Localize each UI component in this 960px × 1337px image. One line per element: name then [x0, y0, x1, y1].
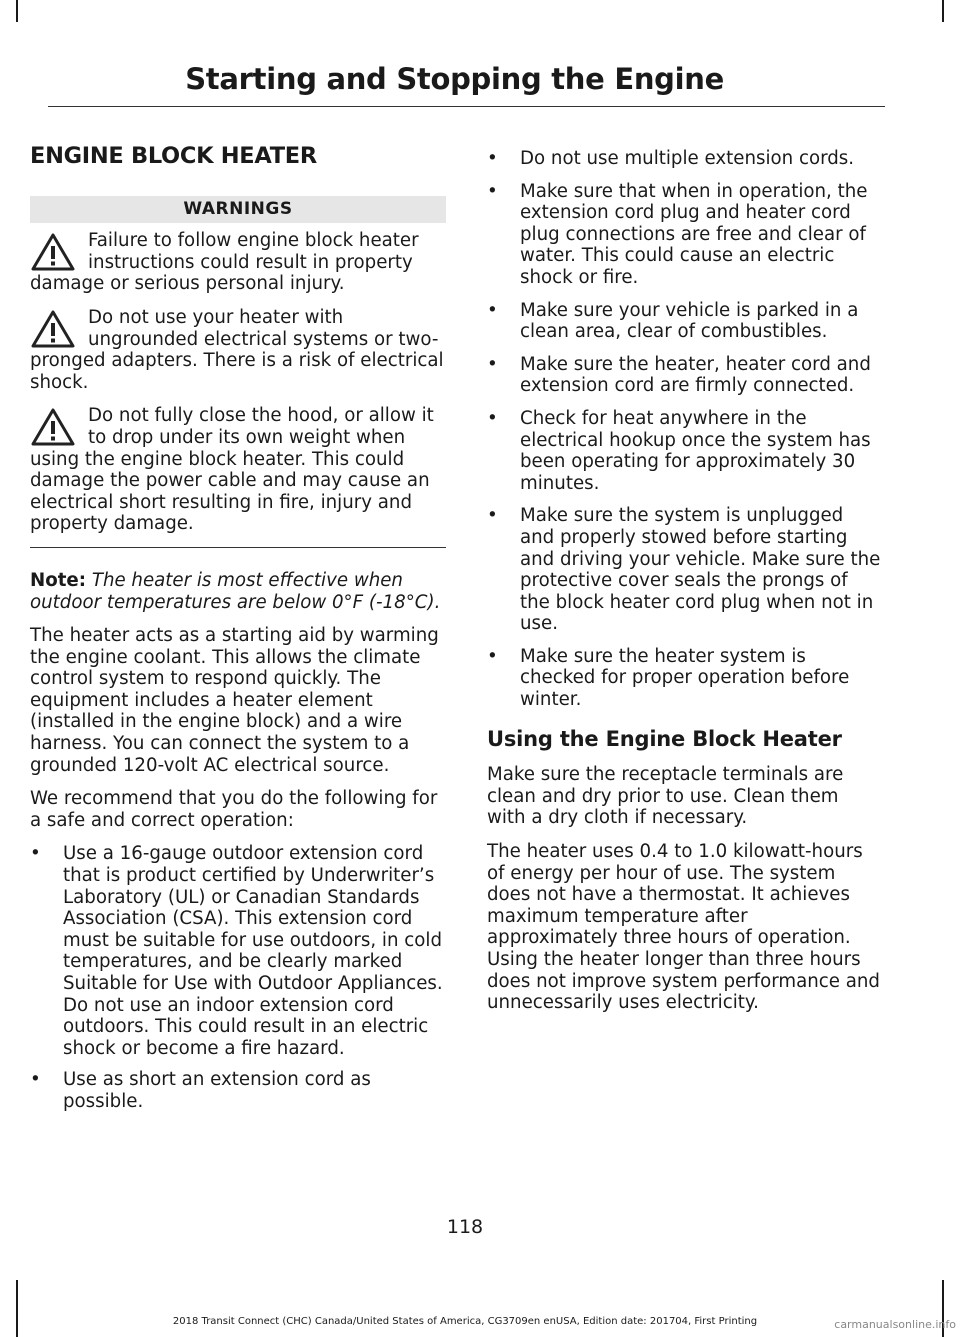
body-paragraph: The heater uses 0.4 to 1.0 kilowatt-hours of energy per hour of use. The system does not have a thermostat. It achieves maximum temperature after approximately three hours of operation. Using the heater longer than three hours does not improve system performance and unnecessarily uses electricity. — [487, 841, 880, 1014]
subsection-heading: Using the Engine Block Heater — [487, 726, 842, 751]
body-paragraph: The heater acts as a starting aid by warming the engine coolant. This allows the climate control system to respond quickly. The equipment includes a heater element (installed in the engine block) and a wire harness. You can connect the system to a grounded 120-volt AC electrical source. — [30, 625, 439, 776]
warning-triangle-icon — [30, 407, 76, 447]
body-paragraph: Make sure the receptacle terminals are clean and dry prior to use. Clean them with a dry cloth if necessary. — [487, 764, 844, 829]
body-paragraph: We recommend that you do the following for a safe and correct operation: — [30, 788, 438, 831]
warning-item — [30, 307, 446, 393]
page-header-title: Starting and Stopping the Engine — [185, 62, 724, 96]
note-text: The heater is most effective when outdoor temperatures are below 0°F (-18°C). — [30, 569, 441, 613]
list-item: • Do not use multiple extension cords. — [487, 148, 882, 170]
list-item: • Make sure the heater, heater cord and extension cord are firmly connected. — [487, 354, 882, 397]
list-item: • Make sure the heater system is checked for proper operation before winter. — [487, 646, 882, 711]
page-number: 118 — [446, 1216, 484, 1238]
warnings-heading: WARNINGS — [30, 196, 446, 224]
watermark: carmanualsonline.info — [834, 1318, 956, 1331]
list-item: • Check for heat anywhere in the electrical hookup once the system has been operating for approximately 30 minutes. — [487, 408, 882, 494]
warning-text: Failure to follow engine block heater instructions could result in property damage or serious personal injury. — [30, 230, 419, 295]
note-label: Note: — [30, 569, 87, 591]
right-column — [487, 130, 882, 1026]
footer-edition-text: 2018 Transit Connect (CHC) Canada/United States of America, CG3709en enUSA, Edition date: 201704, First Printing — [172, 1316, 758, 1327]
note-paragraph — [30, 570, 446, 613]
header-rule — [48, 106, 885, 107]
list-item: • Use a 16-gauge outdoor extension cord that is product certified by Underwriter’s Laboratory (UL) or Canadian Standards Association (CSA). This extension cord must be suitable for use outdoors, in cold temperatures, and be clearly marked Suitable for Use with Outdoor Appliances. Do not use an indoor extension cord outdoors. This could result in an electric shock or become a fire hazard. — [30, 843, 446, 1059]
warning-triangle-icon — [30, 232, 76, 272]
warning-item — [30, 230, 446, 295]
section-title: ENGINE BLOCK HEATER — [30, 143, 317, 169]
crop-mark-bottom-left — [16, 1280, 18, 1337]
list-item: • Make sure your vehicle is parked in a clean area, clear of combustibles. — [487, 300, 882, 343]
bullet-list — [487, 148, 882, 711]
warning-text: Do not use your heater with ungrounded electrical systems or two-pronged adapters. There is a risk of electrical shock. — [30, 306, 444, 393]
warning-triangle-icon — [30, 309, 76, 349]
left-column — [30, 130, 446, 1123]
bullet-list — [30, 843, 446, 1112]
crop-mark-top-right — [942, 0, 944, 22]
crop-mark-top-left — [16, 0, 18, 22]
warning-text: Do not fully close the hood, or allow it to drop under its own weight when using the engine block heater. This could damage the power cable and may cause an electrical short resulting in fire, injury and property damage. — [30, 405, 434, 535]
list-item: • Make sure the system is unplugged and properly stowed before starting and driving your vehicle. Make sure the protective cover seals the prongs of the block heater cord plug when not in use. — [487, 505, 882, 635]
warnings-divider — [30, 547, 446, 548]
warning-item — [30, 405, 446, 535]
list-item: • Make sure that when in operation, the extension cord plug and heater cord plug connections are free and clear of water. This could cause an electric shock or fire. — [487, 181, 882, 289]
list-item: • Use as short an extension cord as possible. — [30, 1069, 446, 1112]
